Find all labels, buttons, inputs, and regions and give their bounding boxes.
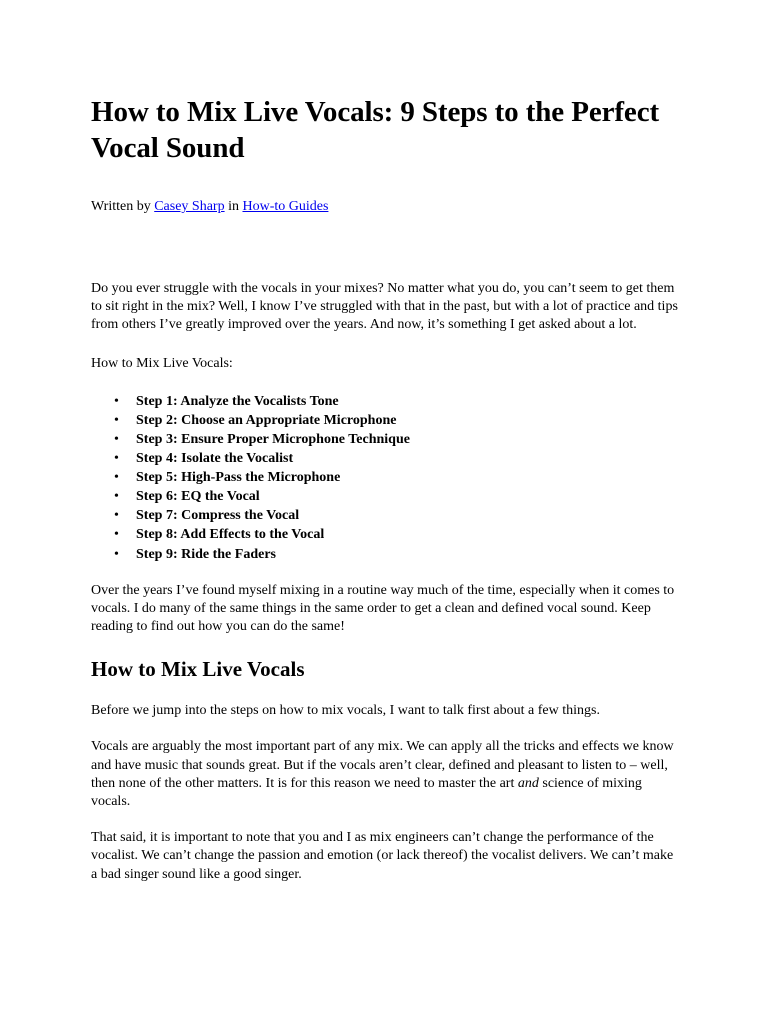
bullet-icon: • — [114, 489, 119, 505]
step-label: Step 5: High-Pass the Microphone — [136, 470, 341, 486]
bullet-icon: • — [114, 546, 119, 562]
section-heading: How to Mix Live Vocals — [91, 657, 305, 682]
routine-paragraph: Over the years I’ve found myself mixing in a routine way much of the time, especially when it comes to vocals. I do many of the same things in the same order to get a clean and defined vocal sound. Keep reading to find out how you can do the same! — [91, 582, 675, 635]
list-item — [114, 468, 678, 487]
body-paragraph-3: That said, it is important to note that you and I as mix engineers can’t change the performance of the vocalist. We can’t change the passion and emotion (or lack thereof) the vocalist delivers. We can’t make a bad singer sound like a good singer. — [91, 830, 674, 882]
article-title: How to Mix Live Vocals: 9 Steps to the Perfect Vocal Sound — [91, 96, 660, 164]
list-item — [114, 525, 678, 544]
step-label: Step 2: Choose an Appropriate Microphone — [136, 412, 397, 428]
list-item — [114, 411, 678, 430]
bullet-icon: • — [114, 470, 119, 486]
byline — [91, 198, 678, 216]
bullet-icon: • — [114, 432, 119, 447]
paragraph-text: science of mixing vocals. — [91, 775, 642, 810]
list-item — [114, 506, 678, 525]
author-link[interactable]: Casey Sharp — [154, 199, 225, 214]
emphasis-text: and — [517, 775, 539, 791]
body-paragraph-2 — [91, 738, 678, 811]
category-link[interactable]: How-to Guides — [242, 199, 329, 214]
steps-list — [91, 392, 678, 564]
list-item — [114, 430, 678, 449]
steps-intro-label: How to Mix Live Vocals: — [91, 355, 233, 371]
step-label: Step 8: Add Effects to the Vocal — [136, 527, 325, 543]
step-label: Step 9: Ride the Faders — [136, 546, 276, 562]
byline-written-by: Written by — [91, 199, 155, 214]
list-item — [114, 392, 678, 411]
list-item — [114, 545, 678, 564]
step-label: Step 6: EQ the Vocal — [136, 489, 260, 505]
bullet-icon: • — [114, 451, 119, 467]
list-item — [114, 449, 678, 468]
step-label: Step 3: Ensure Proper Microphone Technique — [136, 432, 410, 447]
bullet-icon: • — [114, 527, 119, 543]
bullet-icon: • — [114, 412, 119, 428]
paragraph-text: Vocals are arguably the most important part of any mix. We can apply all the tricks and effects we know and have music that sounds great. But if the vocals aren’t clear, defined and pleasant to listen to – well, then none of the other matters. It is for this reason we need to master the art — [91, 739, 674, 791]
step-label: Step 4: Isolate the Vocalist — [136, 451, 294, 467]
intro-paragraph: Do you ever struggle with the vocals in your mixes? No matter what you do, you can’t seem to get them to sit right in the mix? Well, I know I’ve struggled with that in the past, but with a lot of practice and tips from others I’ve greatly improved over the years. And now, it’s something I get asked about a lot. — [91, 281, 678, 333]
step-label: Step 7: Compress the Vocal — [136, 508, 300, 524]
bullet-icon: • — [114, 508, 119, 524]
step-label: Step 1: Analyze the Vocalists Tone — [136, 393, 339, 409]
list-item — [114, 487, 678, 506]
byline-in: in — [224, 199, 243, 214]
bullet-icon: • — [114, 393, 119, 409]
body-paragraph-1: Before we jump into the steps on how to mix vocals, I want to talk first about a few things. — [91, 703, 600, 719]
